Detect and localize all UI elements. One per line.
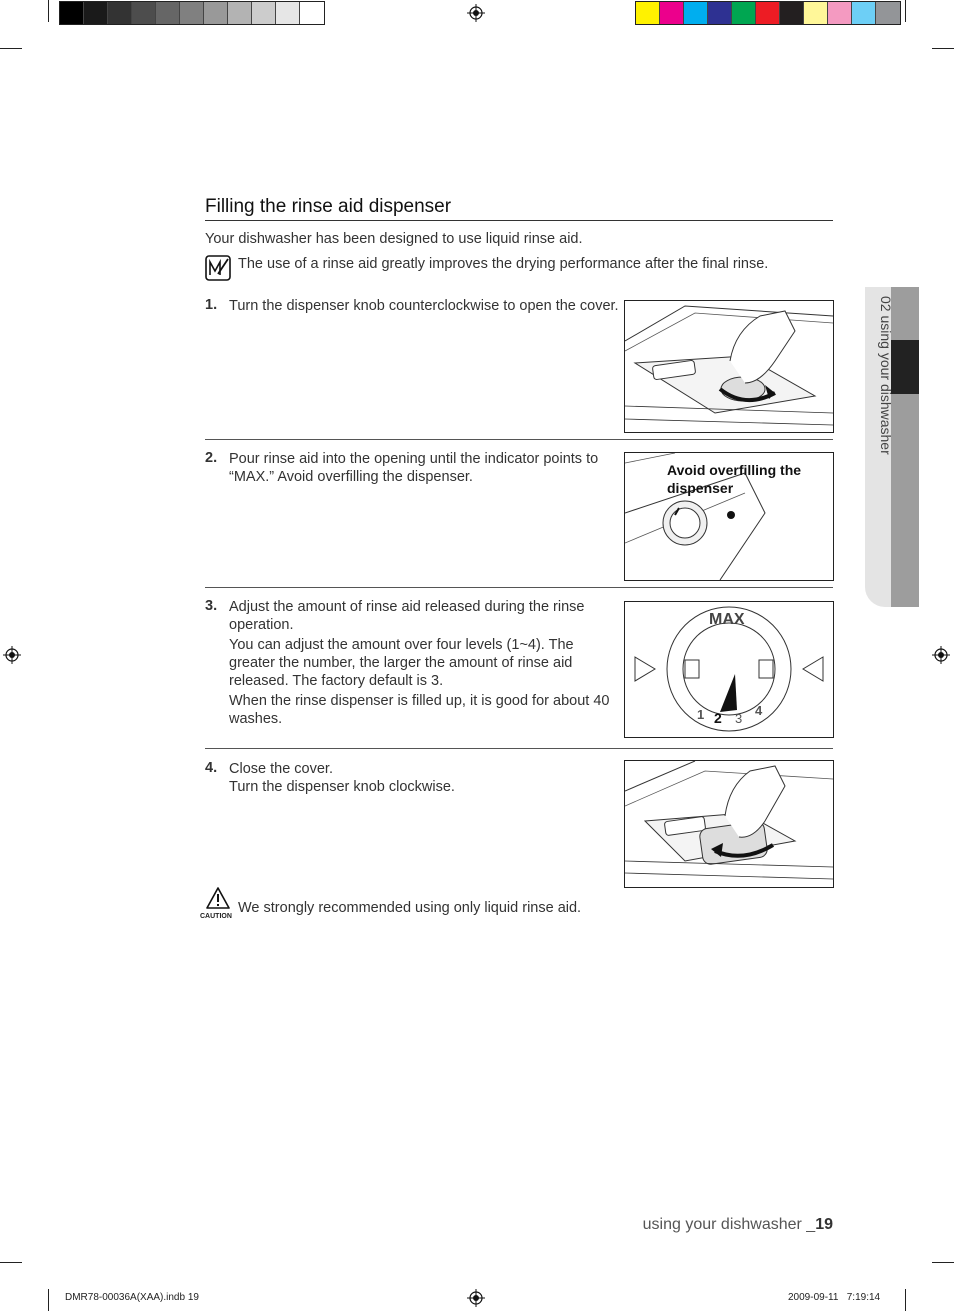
crop-mark xyxy=(48,0,49,22)
caution-text: We strongly recommended using only liquid rinse aid. xyxy=(238,900,582,916)
step-divider xyxy=(205,748,833,749)
gray-swatch xyxy=(84,2,108,24)
step-line: Close the cover. xyxy=(229,761,333,777)
color-swatch xyxy=(660,2,684,24)
step-line: Turn the dispenser knob clockwise. xyxy=(229,779,455,795)
dial-level-1: 1 xyxy=(697,707,705,722)
registration-mark-icon xyxy=(467,4,485,22)
dispenser-open-illustration xyxy=(625,301,833,432)
gray-swatch xyxy=(276,2,300,24)
step-number: 4. xyxy=(205,760,218,776)
gray-swatch xyxy=(132,2,156,24)
step-line: Pour rinse aid into the opening until the indicator points to “MAX.” Avoid overfilling the dispenser. xyxy=(229,451,599,485)
step-text xyxy=(229,760,619,798)
dispenser-close-illustration xyxy=(625,761,833,887)
section-title: Filling the rinse aid dispenser xyxy=(205,196,452,217)
color-swatch xyxy=(852,2,876,24)
gray-swatch xyxy=(180,2,204,24)
step-text xyxy=(229,450,619,488)
footer-section: using your dishwasher _ xyxy=(642,1216,816,1233)
color-swatch xyxy=(804,2,828,24)
step-number: 1. xyxy=(205,297,218,313)
note-icon xyxy=(205,255,231,281)
gray-swatch xyxy=(204,2,228,24)
grayscale-bar xyxy=(59,1,325,25)
color-swatch xyxy=(708,2,732,24)
step-text xyxy=(229,598,619,730)
dial-level-4: 4 xyxy=(755,703,763,718)
figure-callout: Avoid overfilling the dispenser xyxy=(667,462,802,496)
page-number: 19 xyxy=(815,1216,833,1233)
gray-swatch xyxy=(156,2,180,24)
step-line: You can adjust the amount over four levels (1~4). The greater the number, the larger the amount of rinse aid released. The factory default is 3. xyxy=(229,637,574,689)
figure-fill-indicator xyxy=(624,452,834,581)
step-number: 3. xyxy=(205,598,218,614)
crop-mark xyxy=(932,1262,954,1263)
step-line: When the rinse dispenser is filled up, it is good for about 40 washes. xyxy=(229,693,610,727)
title-rule xyxy=(205,220,833,221)
figure-open-knob xyxy=(624,300,834,433)
color-swatch xyxy=(756,2,780,24)
step-text xyxy=(229,297,619,317)
dial-level-2: 2 xyxy=(714,710,722,726)
crop-mark xyxy=(905,0,906,22)
color-swatch xyxy=(732,2,756,24)
color-swatch xyxy=(684,2,708,24)
figure-close-knob xyxy=(624,760,834,888)
color-bar xyxy=(635,1,901,25)
gray-swatch xyxy=(300,2,324,24)
crop-mark xyxy=(48,1289,49,1311)
note-text: The use of a rinse aid greatly improves the drying performance after the final rinse. xyxy=(238,256,769,272)
color-swatch xyxy=(636,2,660,24)
step-divider xyxy=(205,587,833,588)
gray-swatch xyxy=(252,2,276,24)
color-swatch xyxy=(828,2,852,24)
color-swatch xyxy=(876,2,900,24)
gray-swatch xyxy=(228,2,252,24)
gray-swatch xyxy=(60,2,84,24)
caution-icon xyxy=(206,887,230,909)
rinse-level-dial xyxy=(625,602,833,737)
slug-timestamp: 2009-09-11 7:19:14 xyxy=(788,1292,881,1303)
color-swatch xyxy=(780,2,804,24)
gray-swatch xyxy=(108,2,132,24)
slug-file: DMR78-00036A(XAA).indb 19 xyxy=(65,1292,199,1303)
caution-icon-label: CAUTION xyxy=(200,913,232,920)
side-tab-marker xyxy=(891,340,919,394)
page-footer xyxy=(643,1216,833,1234)
step-divider xyxy=(205,439,833,440)
step-number: 2. xyxy=(205,450,218,466)
side-tab-label: 02 using your dishwasher xyxy=(878,296,894,455)
crop-mark xyxy=(905,1289,906,1311)
registration-mark-icon xyxy=(932,646,950,664)
crop-mark xyxy=(932,48,954,49)
dial-max-label: MAX xyxy=(709,611,745,628)
intro-text: Your dishwasher has been designed to use liquid rinse aid. xyxy=(205,231,583,247)
figure-dial xyxy=(624,601,834,738)
side-tab-strip xyxy=(891,287,919,607)
crop-mark xyxy=(0,1262,22,1263)
crop-mark xyxy=(0,48,22,49)
registration-mark-icon xyxy=(467,1289,485,1307)
dial-level-3: 3 xyxy=(735,711,743,726)
step-line: Turn the dispenser knob counterclockwise to open the cover. xyxy=(229,298,619,314)
registration-mark-icon xyxy=(3,646,21,664)
step-line: Adjust the amount of rinse aid released during the rinse operation. xyxy=(229,599,585,633)
